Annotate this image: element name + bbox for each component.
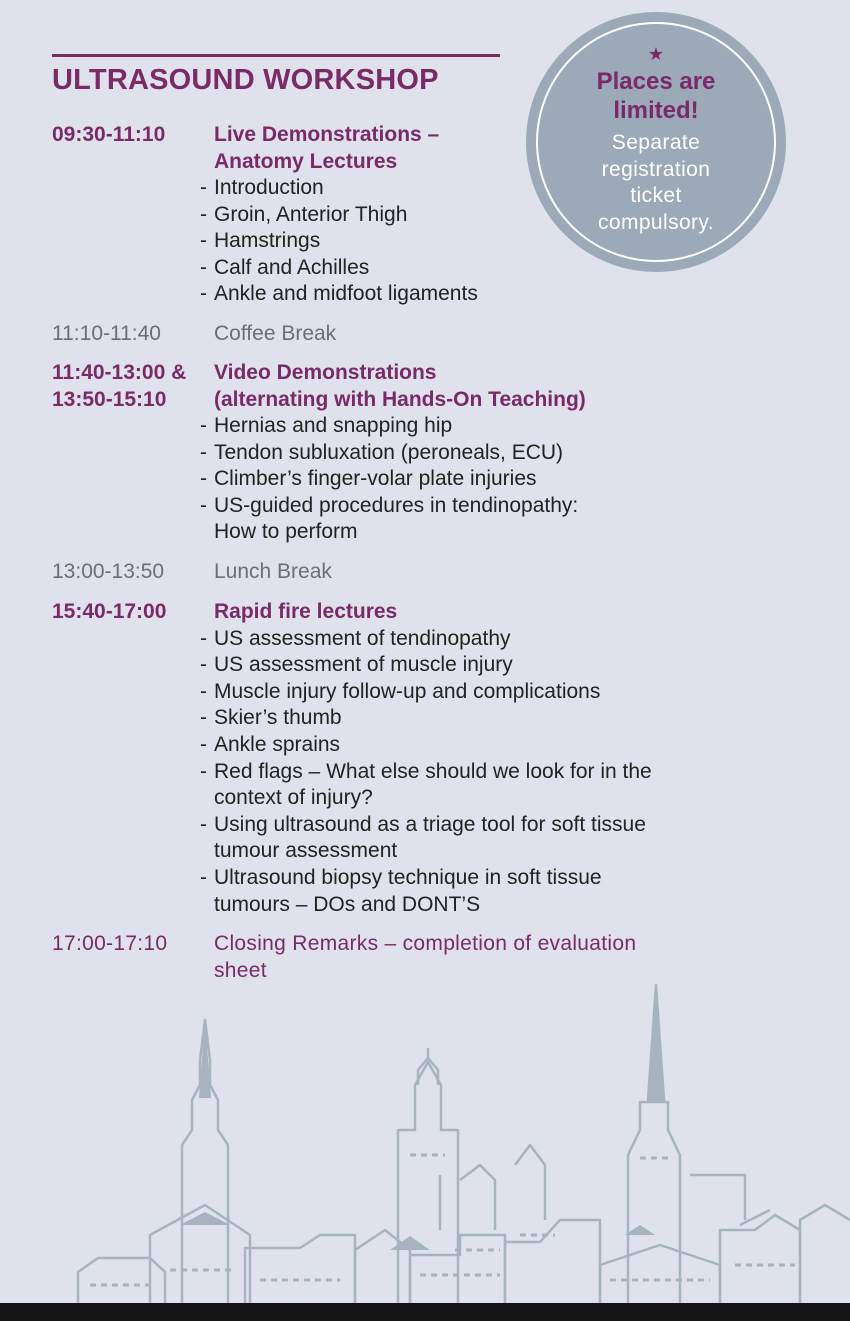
building-outline — [515, 1145, 545, 1220]
badge-headline: Places are limited! — [596, 68, 716, 124]
session-topic-list — [200, 175, 760, 308]
page-title: ULTRASOUND WORKSHOP — [52, 64, 439, 96]
title-rule — [52, 54, 500, 57]
building-outline — [440, 1165, 495, 1230]
building-outline — [600, 1245, 720, 1303]
session-title: Coffee Break — [214, 322, 337, 345]
badge-text: Separate registration ticket compulsory. — [597, 131, 715, 234]
session-time: 11:40-13:00 & 13:50-15:10 — [52, 361, 187, 411]
session-time: 13:00-13:50 — [52, 560, 165, 583]
session-time: 09:30-11:10 — [52, 123, 166, 146]
list-item: - US assessment of tendinopathy — [200, 626, 760, 653]
session-title: Closing Remarks – completion of evaluation sheet — [214, 932, 637, 982]
session-title: Live Demonstrations – Anatomy Lectures — [214, 123, 440, 173]
list-item: - Ankle and midfoot ligaments — [200, 281, 760, 308]
building-outline — [690, 1175, 770, 1225]
session-title: Rapid fire lectures — [214, 600, 398, 623]
list-item: - Climber’s finger-volar plate injuries — [200, 466, 760, 493]
list-item: - Groin, Anterior Thigh — [200, 202, 760, 229]
building-outline — [78, 1258, 165, 1303]
session-time: 15:40-17:00 — [52, 600, 167, 623]
list-item: - Calf and Achilles — [200, 255, 760, 282]
building-outline — [505, 1220, 600, 1303]
session-time: 17:00-17:10 — [52, 932, 168, 955]
city-hall-tower — [398, 1062, 458, 1303]
list-item: - Red flags – What else should we look for in the context of injury? — [200, 759, 760, 812]
list-item: - US-guided procedures in tendinopathy: How to perform — [200, 493, 760, 546]
city-skyline-illustration — [0, 980, 850, 1303]
list-item: - Hernias and snapping hip — [200, 413, 760, 440]
list-item: - Introduction — [200, 175, 760, 202]
session-topic-list — [200, 626, 760, 919]
church-tower-right — [628, 1102, 680, 1303]
star-icon: ★ — [647, 44, 665, 64]
building-outline — [800, 1205, 850, 1303]
bottom-bar — [0, 1303, 850, 1321]
session-time: 11:10-11:40 — [52, 322, 161, 345]
building-outline — [720, 1215, 800, 1303]
tower-top — [418, 1048, 438, 1085]
building-outline — [245, 1235, 355, 1303]
list-item: - US assessment of muscle injury — [200, 652, 760, 679]
session-title: Lunch Break — [214, 560, 332, 583]
building-outline — [355, 1230, 410, 1303]
list-item: - Using ultrasound as a triage tool for soft tissue tumour assessment — [200, 812, 760, 865]
list-item: - Ultrasound biopsy technique in soft tissue tumours – DOs and DONT’S — [200, 865, 760, 918]
list-item: - Ankle sprains — [200, 732, 760, 759]
session-title: Video Demonstrations (alternating with Hands-On Teaching) — [214, 361, 586, 411]
list-item: - Muscle injury follow-up and complications — [200, 679, 760, 706]
list-item: - Skier’s thumb — [200, 705, 760, 732]
list-item: - Hamstrings — [200, 228, 760, 255]
session-topic-list — [200, 413, 760, 546]
list-item: - Tendon subluxation (peroneals, ECU) — [200, 440, 760, 467]
